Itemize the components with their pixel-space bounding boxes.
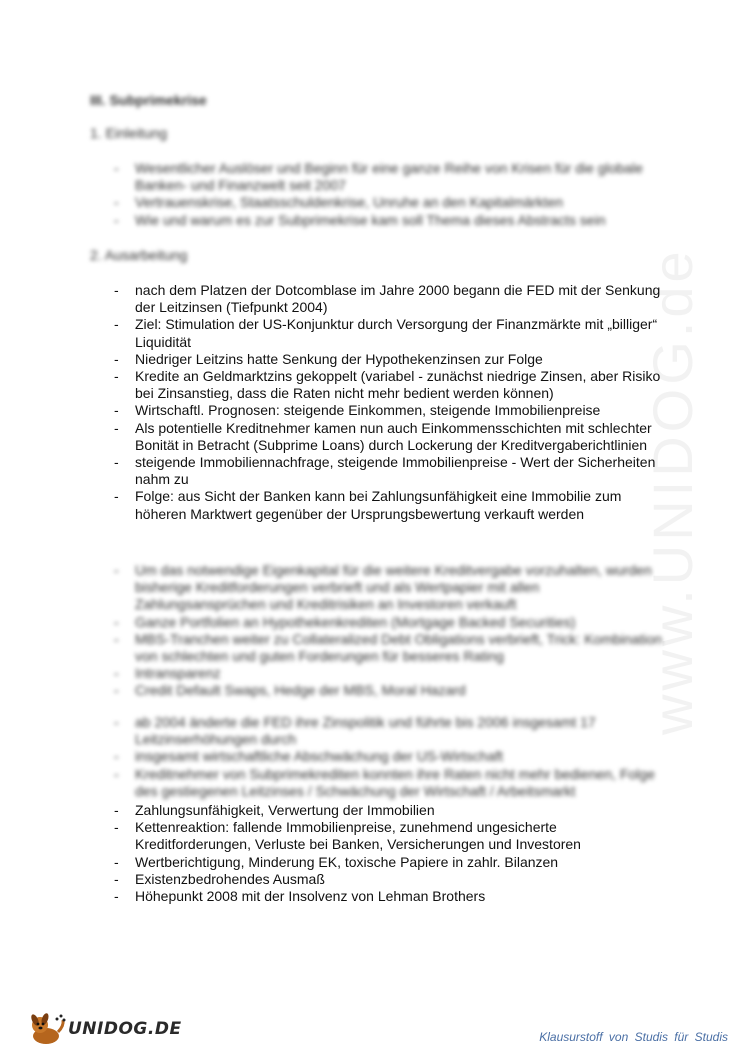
list-item: - Als potentielle Kreditnehmer kamen nun auch Einkommensschichten mit schlechter Bonität in Betracht (Subprime Loans) durch Lockerung der Kreditvergaberichtlinien [114,420,674,454]
crisis-list [114,714,674,800]
list-item: - Ziel: Stimulation der US-Konjunktur durch Versorgung der Finanzmärkte mit „billiger“ Liquidität [114,316,674,350]
securitization-list [114,562,674,700]
list-item: - insgesamt wirtschaftliche Abschwächung der US-Wirtschaft [114,748,674,765]
list-item: - Ganze Portfolien an Hypothekenkrediten (Mortgage Backed Securities) [114,614,674,631]
subsection-heading-work: 2. Ausarbeitung [90,247,188,263]
list-item: - MBS-Tranchen weiter zu Collateralized Debt Obligations verbrieft, Trick: Kombination von schlechten und guten Forderungen für besseres Rating [114,631,674,665]
list-item: - Kettenreaktion: fallende Immobilienpreise, zunehmend ungesicherte Kreditforderungen, Verluste bei Banken, Versicherungen und Investoren [114,819,674,853]
list-item: - nach dem Platzen der Dotcomblase im Jahre 2000 begann die FED mit der Senkung der Leitzinsen (Tiefpunkt 2004) [114,282,674,316]
list-item: - Wertberichtigung, Minderung EK, toxische Papiere in zahlr. Bilanzen [114,854,674,871]
list-item: - Kreditnehmer von Subprimekrediten konnten ihre Raten nicht mehr bedienen, Folge des gestiegenen Leitzinses / Schwächung der Wirtschaft / Arbeitsmarkt [114,766,674,800]
list-item: - Existenzbedrohendes Ausmaß [114,871,674,888]
list-item: - ab 2004 änderte die FED ihre Zinspolitik und führte bis 2006 insgesamt 17 Leitzinserhöhungen durch [114,714,674,748]
list-item: - Vertrauenskrise, Staatsschuldenkrise, Unruhe an den Kapitalmärkten [114,194,674,211]
list-item: - Niedriger Leitzins hatte Senkung der Hypothekenzinsen zur Folge [114,351,674,368]
logo-text: UNIDOG.DE [68,1019,182,1039]
list-item: - Kredite an Geldmarktzins gekoppelt (variabel - zunächst niedrige Zinsen, aber Risiko bei Zinsanstieg, dass die Raten nicht mehr bedient werden können) [114,368,674,402]
section-heading: III. Subprimekrise [90,92,207,108]
intro-list [114,160,674,229]
list-item: - Folge: aus Sicht der Banken kann bei Zahlungsunfähigkeit eine Immobilie zum höheren Marktwert gegenüber der Ursprungsbewertung verkauft werden [114,488,674,522]
list-item: - Wie und warum es zur Subprimekrise kam soll Thema dieses Abstracts sein [114,212,674,229]
list-item: - Höhepunkt 2008 mit der Insolvenz von Lehman Brothers [114,888,674,905]
list-item: - Wesentlicher Auslöser und Beginn für eine ganze Reihe von Krisen für die globale Banken- und Finanzwelt seit 2007 [114,160,674,194]
work-list [114,282,674,523]
watermark: www.UNIDOG.de [641,247,704,735]
list-item: - Zahlungsunfähigkeit, Verwertung der Immobilien [114,802,674,819]
footer-logo[interactable] [26,1012,182,1046]
list-item: - Um das notwendige Eigenkapital für die weitere Kreditvergabe vorzuhalten, wurden bisherige Kreditforderungen verbrieft und als Wertpapier mit allen Zahlungsansprüchen und Kreditrisiken an Investoren verkauft [114,562,674,614]
list-item: - Credit Default Swaps, Hedge der MBS, Moral Hazard [114,682,674,699]
list-item: - Intransparenz [114,665,674,682]
dog-mascot-icon [26,1012,66,1046]
list-item: - steigende Immobiliennachfrage, steigende Immobilienpreise - Wert der Sicherheiten nahm zu [114,454,674,488]
footer-tagline: Klausurstoff von Studis für Studis [539,1030,728,1044]
subsection-heading-intro: 1. Einleitung [90,125,168,141]
list-item: - Wirtschaftl. Prognosen: steigende Einkommen, steigende Immobilienpreise [114,402,674,419]
consequence-list [114,802,674,905]
